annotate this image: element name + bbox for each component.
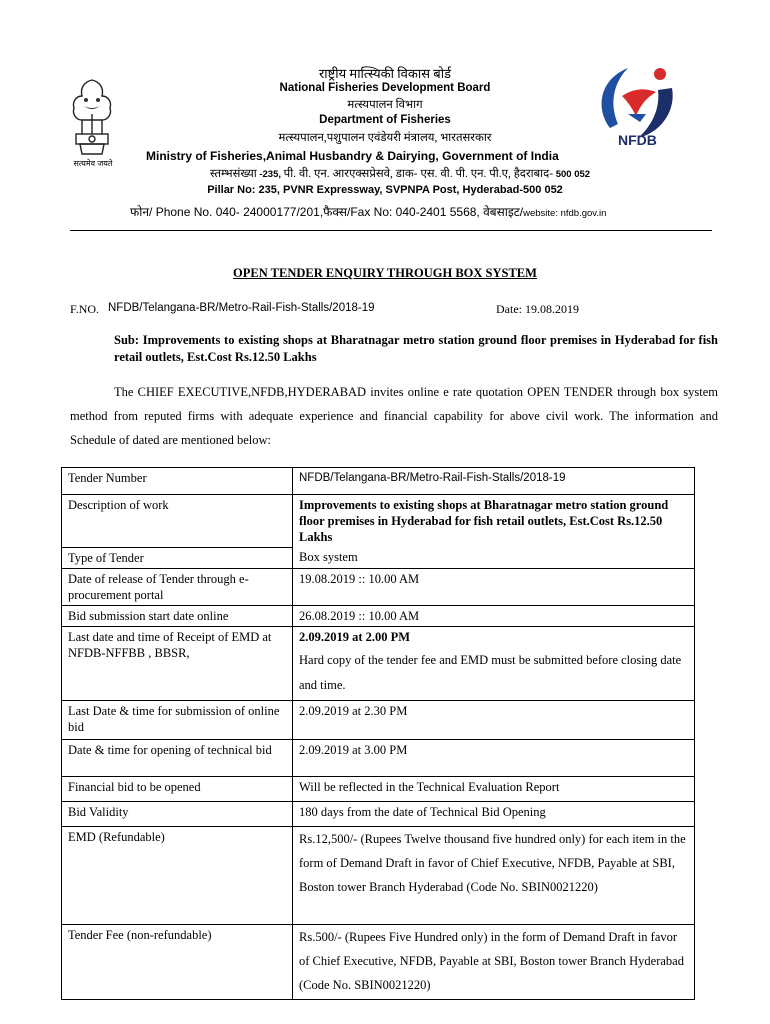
emd-receipt-value: 2.09.2019 at 2.00 PM bbox=[299, 629, 411, 644]
table-row bbox=[62, 495, 695, 548]
release-date-value: 19.08.2019 :: 10.00 AM bbox=[293, 568, 695, 605]
financial-bid-label: Financial bid to be opened bbox=[62, 776, 293, 801]
table-row bbox=[62, 605, 695, 626]
table-row bbox=[62, 826, 695, 924]
phone-fax: फोन/ Phone No. 040- 24000177/201,फैक्स/Fax No: 040-2401 5568, वेबसाइट/ bbox=[130, 205, 524, 219]
table-row bbox=[62, 626, 695, 700]
emd-receipt-note: Hard copy of the tender fee and EMD must be submitted before closing date and time. bbox=[299, 652, 682, 692]
website-link[interactable]: website: nfdb.gov.in bbox=[523, 208, 607, 219]
contact-line bbox=[130, 203, 690, 220]
table-row bbox=[62, 924, 695, 999]
hindi-address-pin: 500 052 bbox=[553, 169, 591, 180]
bid-validity-label: Bid Validity bbox=[62, 801, 293, 826]
hindi-address-part-a: स्तम्भसंख्या bbox=[210, 168, 257, 180]
bid-validity-value: 180 days from the date of Technical Bid Opening bbox=[293, 801, 695, 826]
table-row bbox=[62, 468, 695, 495]
office-address: Pillar No: 235, PVNR Expressway, SVPNPA Post, Hyderabad-500 052 bbox=[207, 184, 563, 196]
document-title: OPEN TENDER ENQUIRY THROUGH BOX SYSTEM bbox=[233, 266, 537, 280]
nfdb-logo-text: NFDB bbox=[618, 132, 657, 148]
type-value: Box system bbox=[293, 547, 695, 568]
online-bid-value: 2.09.2019 at 2.30 PM bbox=[293, 700, 695, 739]
file-number-value: NFDB/Telangana-BR/Metro-Rail-Fish-Stalls/2018-19 bbox=[108, 302, 375, 314]
technical-bid-label: Date & time for opening of technical bid bbox=[62, 739, 293, 776]
table-row bbox=[62, 776, 695, 801]
document-date: Date: 19.08.2019 bbox=[496, 302, 579, 316]
type-label: Type of Tender bbox=[62, 547, 293, 568]
hindi-address bbox=[210, 166, 650, 181]
table-row bbox=[62, 801, 695, 826]
hindi-board-name: राष्ट्रीय मात्स्यिकी विकास बोर्ड bbox=[318, 66, 452, 81]
emd-receipt-cell bbox=[293, 626, 695, 700]
tender-number-label: Tender Number bbox=[62, 468, 293, 495]
technical-bid-value: 2.09.2019 at 3.00 PM bbox=[293, 739, 695, 776]
intro-paragraph: The CHIEF EXECUTIVE,NFDB,HYDERABAD invites online e rate quotation OPEN TENDER through box system method from reputed firms with adequate experience and financial capability for above civil work. The information and Schedule of dated are mentioned below: bbox=[70, 385, 718, 447]
tender-fee-label: Tender Fee (non-refundable) bbox=[62, 924, 293, 999]
financial-bid-value: Will be reflected in the Technical Evaluation Report bbox=[293, 776, 695, 801]
tender-fee-value: Rs.500/- (Rupees Five Hundred only) in the form of Demand Draft in favor of Chief Executive, NFDB, Payable at SBI, Boston tower Branch Hyderabad (Code No. SBIN0021220) bbox=[293, 924, 695, 999]
department-name: Department of Fisheries bbox=[319, 114, 451, 126]
ministry-name: Ministry of Fisheries,Animal Husbandry & Dairying, Government of India bbox=[146, 149, 559, 163]
file-number-label: F.NO. bbox=[70, 302, 100, 316]
header-divider bbox=[70, 230, 712, 231]
table-row bbox=[62, 700, 695, 739]
subject-line: Sub: Improvements to existing shops at Bharatnagar metro station ground floor premises in Hyderabad for fish retail outlets, Est.Cost Rs.12.50 Lakhs bbox=[114, 333, 718, 364]
emd-value: Rs.12,500/- (Rupees Twelve thousand five hundred only) for each item in the form of Demand Draft in favor of Chief Executive, NFDB, Payable at SBI, Boston tower Branch Hyderabad (Code No. SBIN0021220) bbox=[293, 826, 695, 924]
bid-start-label: Bid submission start date online bbox=[62, 605, 293, 626]
emd-receipt-label: Last date and time of Receipt of EMD at NFDB-NFFBB , BBSR, bbox=[62, 626, 293, 700]
description-value: Improvements to existing shops at Bharatnagar metro station ground floor premises in Hyderabad for fish retail outlets, Est.Cost Rs.12.50 Lakhs bbox=[293, 495, 695, 548]
table-row bbox=[62, 739, 695, 776]
table-row bbox=[62, 568, 695, 605]
emd-label: EMD (Refundable) bbox=[62, 826, 293, 924]
emblem-motto: सत्यमेव जयते bbox=[73, 159, 113, 168]
hindi-address-number: -235, bbox=[256, 169, 284, 180]
online-bid-label: Last Date & time for submission of online bid bbox=[62, 700, 293, 739]
hindi-ministry-name: मत्स्यपालन,पशुपालन एवंडेयरी मंत्रालय, भारतसरकार bbox=[278, 132, 492, 144]
release-date-label: Date of release of Tender through e-procurement portal bbox=[62, 568, 293, 605]
tender-number-value: NFDB/Telangana-BR/Metro-Rail-Fish-Stalls/2018-19 bbox=[293, 468, 695, 495]
bid-start-value: 26.08.2019 :: 10.00 AM bbox=[293, 605, 695, 626]
hindi-department-name: मत्स्यपालन विभाग bbox=[347, 99, 423, 111]
table-row bbox=[62, 547, 695, 568]
tender-schedule-table bbox=[61, 467, 695, 1000]
board-name: National Fisheries Development Board bbox=[279, 82, 491, 94]
hindi-address-part-b: पी. वी. एन. आरएक्सप्रेसवे, डाक- एस. वी. पी. एन. पी.ए, हैदराबाद- bbox=[283, 168, 554, 180]
description-label: Description of work bbox=[62, 495, 293, 548]
